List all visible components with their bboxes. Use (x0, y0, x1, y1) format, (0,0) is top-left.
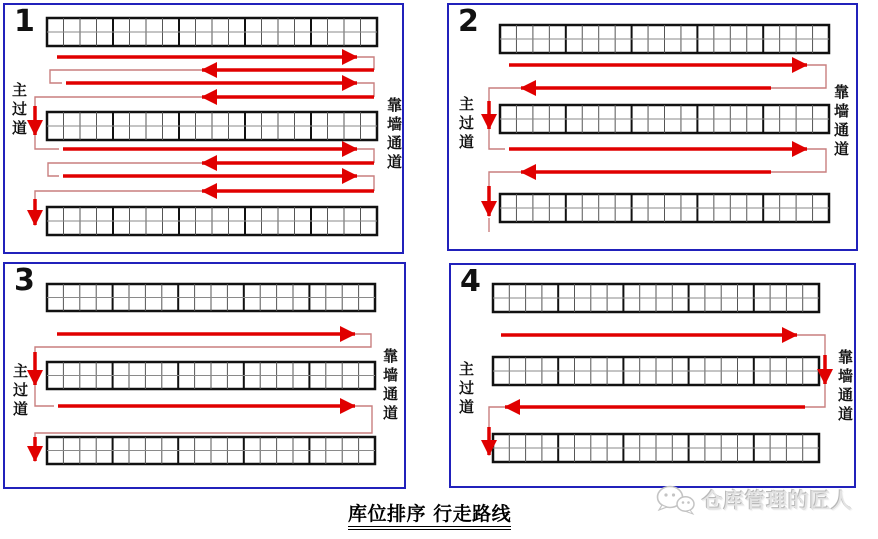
wall-aisle-label: 靠墙通道 (833, 83, 849, 158)
main-aisle-label: 主过道 (12, 362, 28, 418)
panel-number: 4 (460, 264, 481, 299)
wall-aisle-label: 靠墙通道 (382, 347, 398, 422)
main-aisle-label: 主过道 (458, 95, 474, 151)
route-connector (797, 335, 825, 355)
route-connector (357, 57, 374, 70)
route-connector (357, 149, 374, 163)
route-diagram-3 (5, 264, 404, 487)
route-connector (35, 191, 202, 199)
diagram-title-text: 库位排序 行走路线 (348, 503, 511, 530)
route-connector (489, 172, 521, 186)
route-connector (489, 88, 521, 101)
panel-number: 1 (14, 4, 35, 39)
route-connector (489, 407, 505, 427)
wechat-icon (656, 484, 696, 516)
wall-aisle-label: 靠墙通道 (386, 96, 402, 171)
route-connector (771, 149, 826, 172)
storage-rack (47, 284, 375, 311)
route-panel-4 (449, 263, 856, 488)
panel-number: 2 (458, 4, 479, 39)
storage-rack (493, 357, 819, 385)
route-panel-3 (3, 262, 406, 489)
route-diagram-1 (5, 5, 402, 252)
storage-rack (47, 362, 375, 389)
main-aisle-label: 主过道 (11, 81, 27, 137)
route-connector (771, 65, 826, 88)
route-diagram-2 (449, 5, 856, 249)
route-diagram-4 (451, 265, 854, 486)
watermark-text: 仓库管理的匠人 (702, 489, 853, 513)
route-connector (48, 163, 202, 176)
route-connector (35, 334, 371, 352)
wall-aisle-label: 靠墙通道 (837, 348, 853, 423)
diagram-title (348, 499, 511, 526)
route-connector (50, 70, 202, 83)
storage-rack (500, 194, 829, 222)
main-aisle-label: 主过道 (458, 360, 474, 416)
storage-rack (47, 207, 377, 235)
storage-rack (47, 112, 377, 140)
storage-rack (47, 18, 377, 46)
storage-rack (493, 284, 819, 312)
route-connector (357, 176, 374, 191)
storage-rack (500, 105, 829, 133)
route-panel-2 (447, 3, 858, 251)
route-connector (35, 406, 372, 437)
storage-rack (47, 437, 375, 464)
storage-rack (500, 25, 829, 53)
watermark (656, 484, 853, 516)
storage-rack (493, 434, 819, 462)
route-connector (357, 83, 374, 97)
route-connector (35, 97, 202, 106)
route-panel-1 (3, 3, 404, 254)
panel-number: 3 (14, 263, 35, 298)
route-connector (805, 384, 825, 407)
